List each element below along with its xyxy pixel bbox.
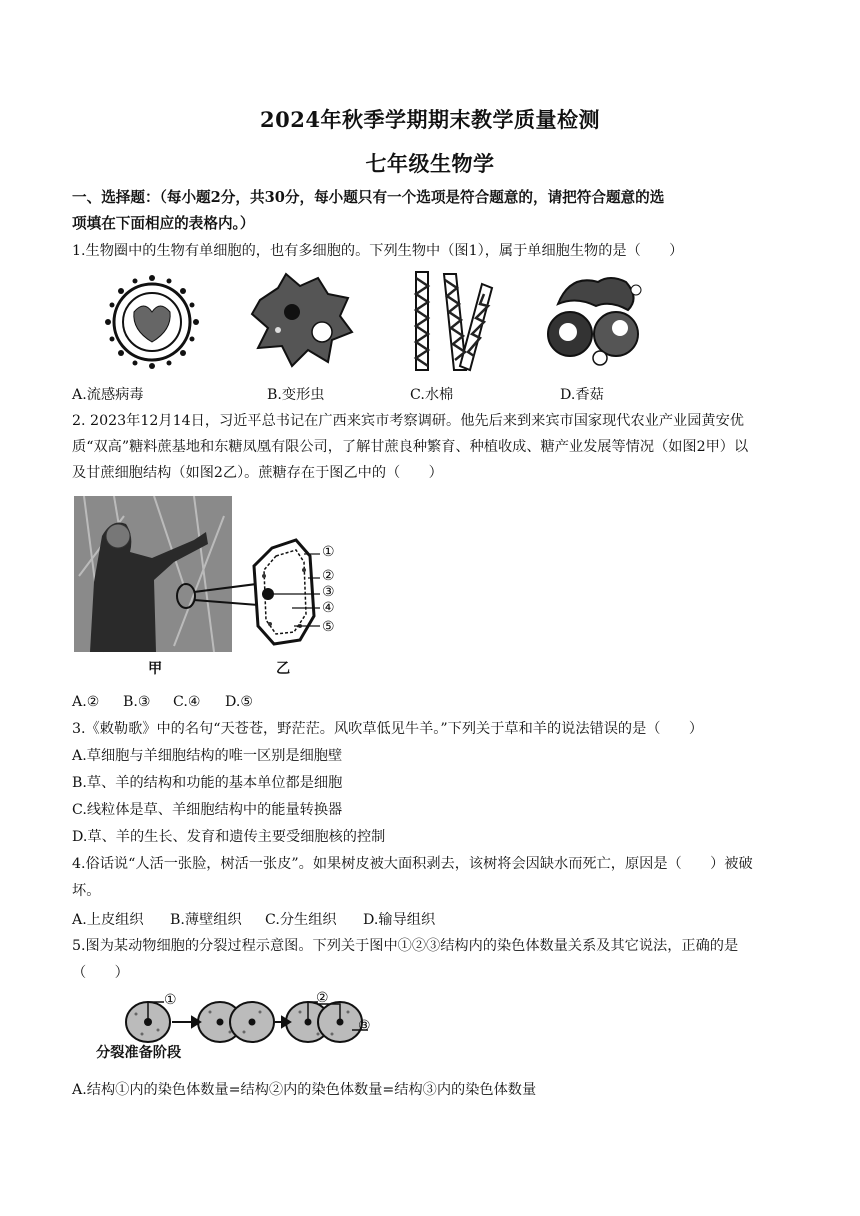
q5-figure (96, 990, 386, 1050)
q5-marker-1: ① (164, 992, 177, 1008)
page-subtitle: 七年级生物学 (365, 151, 495, 176)
q1-option-a[interactable]: A.流感病毒 (72, 387, 144, 403)
q2-marker-1: ① (322, 544, 335, 560)
q5-stem-line2: （ ） (72, 965, 129, 981)
q5-stage-label: 分裂准备阶段 (96, 1045, 182, 1061)
q5-marker-3: ③ (358, 1018, 371, 1034)
q2-marker-4: ④ (322, 600, 335, 616)
q1-figure-mushroom (540, 270, 650, 370)
q2-option-d[interactable]: D.⑤ (225, 694, 254, 710)
q3-option-d[interactable]: D.草、羊的生长、发育和遗传主要受细胞核的控制 (72, 829, 386, 845)
q4-stem-line2: 坏。 (72, 883, 101, 899)
page-title: 2024年秋季学期期末教学质量检测 (260, 107, 600, 132)
q4-stem-line1: 4.俗话说“人活一张脸，树活一张皮”。如果树皮被大面积剥去，该树将会因缺水而死亡，原因是（ ）被破 (72, 856, 753, 872)
q2-option-b[interactable]: B.③ (123, 694, 151, 710)
q4-option-b[interactable]: B.薄壁组织 (170, 912, 242, 928)
q4-option-d[interactable]: D.输导组织 (363, 912, 436, 928)
q2-label-yi: 乙 (276, 661, 291, 677)
q1-stem: 1.生物圈中的生物有单细胞的，也有多细胞的。下列生物中（图1），属于单细胞生物的是（ ） (72, 243, 684, 259)
q2-stem-line1: 2. 2023年12月14日，习近平总书记在广西来宾市考察调研。他先后来到来宾市国家现代农业产业园黄安优 (72, 413, 744, 429)
q1-option-c[interactable]: C.水棉 (410, 387, 454, 403)
q2-stem-line3: 及甘蔗细胞结构（如图2乙）。蔗糖存在于图乙中的（ ） (72, 465, 443, 481)
q1-figure-amoeba (248, 270, 358, 370)
section-heading-line2: 项填在下面相应的表格内。） (72, 215, 255, 232)
q3-option-a[interactable]: A.草细胞与羊细胞结构的唯一区别是细胞壁 (72, 748, 343, 764)
q2-stem-line2: 质“双高”糖料蔗基地和东糖凤凰有限公司，了解甘蔗良种繁育、种植收成、糖产业发展等情况（如图2甲）以 (72, 439, 749, 455)
q2-marker-5: ⑤ (322, 619, 335, 635)
section-heading-line1: 一、选择题：（每小题2分，共30分，每小题只有一个选项是符合题意的，请把符合题意的选 (72, 189, 665, 206)
q2-marker-3: ③ (322, 584, 335, 600)
q2-marker-2: ② (322, 568, 335, 584)
q5-option-a[interactable]: A.结构①内的染色体数量=结构②内的染色体数量=结构③内的染色体数量 (72, 1082, 537, 1098)
q3-option-c[interactable]: C.线粒体是草、羊细胞结构中的能量转换器 (72, 802, 343, 818)
q1-option-d[interactable]: D.香菇 (560, 387, 604, 403)
q4-option-c[interactable]: C.分生组织 (265, 912, 337, 928)
q1-figure-spirogyra (400, 266, 500, 376)
q3-option-b[interactable]: B.草、羊的结构和功能的基本单位都是细胞 (72, 775, 343, 791)
q1-figure-virus (100, 272, 210, 372)
q4-option-a[interactable]: A.上皮组织 (72, 912, 144, 928)
q2-option-c[interactable]: C.④ (173, 694, 201, 710)
q2-label-jia: 甲 (148, 661, 163, 677)
q5-stem-line1: 5.图为某动物细胞的分裂过程示意图。下列关于图中①②③结构内的染色体数量关系及其它说法，正确的是 (72, 938, 739, 954)
q1-option-b[interactable]: B.变形虫 (267, 387, 325, 403)
q5-marker-2: ② (316, 990, 329, 1006)
q3-stem: 3.《敕勒歌》中的名句“天苍苍，野茫茫。风吹草低见牛羊。”下列关于草和羊的说法错误的是（ ） (72, 721, 704, 737)
q2-option-a[interactable]: A.② (72, 694, 100, 710)
